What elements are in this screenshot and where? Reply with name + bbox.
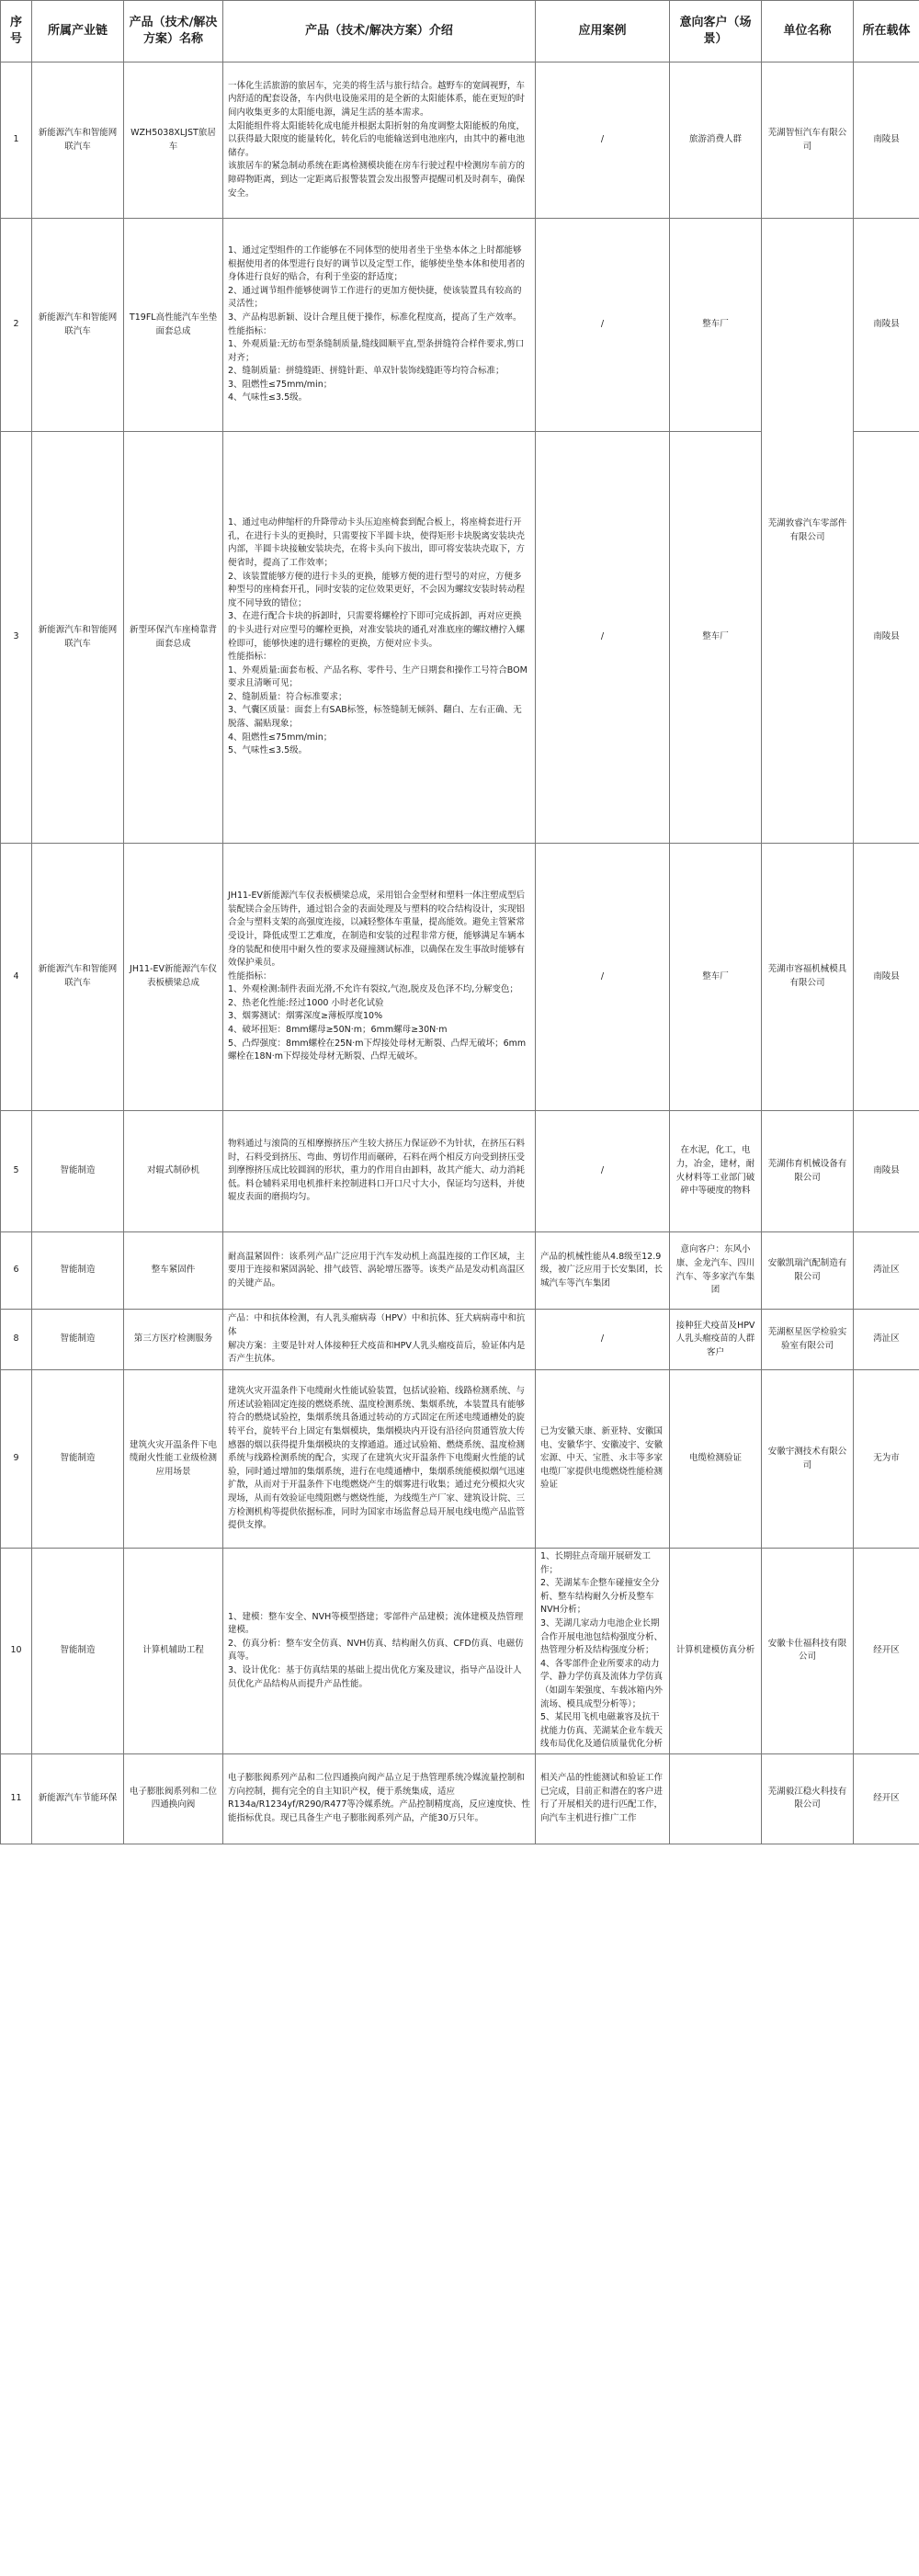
application-case xyxy=(536,1549,670,1754)
row-number: 11 xyxy=(1,1753,32,1844)
application-case xyxy=(536,844,670,1111)
row-number: 10 xyxy=(1,1549,32,1754)
unit-name: 芜湖市容福机械模具有限公司 xyxy=(762,844,854,1111)
target-customer: 接种狂犬疫苗及HPV人乳头瘤疫苗的人群客户 xyxy=(670,1310,762,1370)
unit-name: 芜湖伟育机械设备有限公司 xyxy=(762,1111,854,1232)
intro-paragraph: 4、阻燃性≤75mm/min； xyxy=(228,732,333,743)
case-paragraph: / xyxy=(600,134,605,145)
intro-paragraph: 3、烟雾测试：烟雾深度≥薄板厚度10% xyxy=(228,1011,383,1022)
row-number: 4 xyxy=(1,844,32,1111)
product-intro xyxy=(223,844,536,1111)
unit-name: 芜湖敦睿汽车零部件有限公司 xyxy=(762,219,854,844)
row-number: 6 xyxy=(1,1232,32,1310)
industry-chain: 新能源汽车和智能网联汽车 xyxy=(32,62,124,219)
product-intro xyxy=(223,219,536,432)
intro-paragraph: 3、在进行配合卡块的拆卸时，只需要将螺栓拧下即可完成拆卸，再对应更换的卡头进行对应型号的螺栓更换，对准安装块的通孔对准底座的螺纹槽拧入螺栓即可，能够快速的进行螺栓的更换，方便对应卡头。 xyxy=(228,611,526,649)
case-paragraph: 3、芜湖几家动力电池企业长期合作开展电池包结构强度分析、热管理分析及结构强度分析； xyxy=(540,1617,664,1656)
intro-paragraph: 产品：中和抗体检测，有人乳头瘤病毒（HPV）中和抗体、狂犬病病毒中和抗体 xyxy=(228,1313,526,1337)
intro-paragraph: 性能指标： xyxy=(228,652,272,663)
table-row xyxy=(1,219,919,432)
product-name: WZH5038XLJST旅居车 xyxy=(124,62,223,219)
row-number: 2 xyxy=(1,219,32,432)
intro-paragraph: 3、设计优化：基于仿真结果的基础上提出优化方案及建议，指导产品设计人员优化产品结构从而提升产品性能。 xyxy=(228,1665,522,1689)
case-paragraph: / xyxy=(600,970,605,982)
carrier: 经开区 xyxy=(854,1549,919,1754)
header-unit: 单位名称 xyxy=(762,1,854,62)
industry-chain: 智能制造 xyxy=(32,1232,124,1310)
header-no: 序号 xyxy=(1,1,32,62)
product-intro xyxy=(223,1232,536,1310)
industry-chain: 新能源汽车和智能网联汽车 xyxy=(32,432,124,844)
intro-paragraph: 该旅居车的紧急制动系统在距离检测模块能在房车行驶过程中检测房车前方的障碍物距离，到达一定距离后报警装置会发出报警声提醒司机及时刹车，确保安全。 xyxy=(228,161,526,199)
carrier: 无为市 xyxy=(854,1370,919,1549)
case-paragraph: 4、各零部件企业所要求的动力学、静力学仿真及流体力学仿真（如副车架强度、车载冰箱内外流场、模具成型分析等）； xyxy=(540,1658,664,1709)
unit-name: 安徽凯瑞汽配制造有限公司 xyxy=(762,1232,854,1310)
intro-paragraph: 2、热老化性能:经过1000 小时老化试验 xyxy=(228,997,384,1008)
target-customer: 电缆检测验证 xyxy=(670,1370,762,1549)
carrier: 湾沚区 xyxy=(854,1232,919,1310)
intro-paragraph: JH11-EV新能源汽车仪表板横梁总成，采用铝合金型材和塑料一体注塑成型后装配镁合金压铸件，通过铝合金的表面处理及与塑料的咬合结构设计，实现铝合金与塑料支架的高强度连接，以减轻整体车重量，提高能效。避免主管紧常受设计，降低成型工艺难度，在制造和安装的过程非常方便，能够满足车辆本身的装配和使用中耐久性的要求及碰撞测试标准，以确保在发生事故时能够有效保护乘员。 xyxy=(228,891,526,969)
intro-paragraph: 2、该装置能够方便的进行卡头的更换，能够方便的进行型号的对应，方便多种型号的座椅套开孔，同时安装的定位效果更好，不会因为螺纹安装时转动程度不同导致的错位； xyxy=(228,571,526,608)
industry-chain: 新能源汽车和智能网联汽车 xyxy=(32,219,124,432)
application-case xyxy=(536,1310,670,1370)
intro-paragraph: 1、外观质量:无纺布型条缝制质量,缝线圆顺平直,型条拼缝符合样件要求,剪口对齐； xyxy=(228,339,525,363)
application-case xyxy=(536,1111,670,1232)
unit-name: 芜湖枢星医学检验实验室有限公司 xyxy=(762,1310,854,1370)
product-name: 整车紧固件 xyxy=(124,1232,223,1310)
target-customer: 在水泥，化工，电力，冶金，建材，耐火材料等工业部门破碎中等硬度的物料 xyxy=(670,1111,762,1232)
product-name: T19FL高性能汽车坐垫面套总成 xyxy=(124,219,223,432)
table-row xyxy=(1,1310,919,1370)
intro-paragraph: 2、仿真分析：整车安全仿真、NVH仿真、结构耐久仿真、CFD仿真、电磁仿真等。 xyxy=(228,1638,524,1662)
table-row xyxy=(1,1370,919,1549)
unit-name: 芜湖毅江稳火科技有限公司 xyxy=(762,1753,854,1844)
case-paragraph: 已为安徽天康、新亚特、安徽国电、安徽华宇、安徽凌宇、安徽宏源、中天、宝胜、永丰等多家电缆厂家提供电缆燃烧性能检测验证 xyxy=(540,1426,664,1491)
target-customer: 意向客户：东风小康、金龙汽车、四川汽车、等多家汽车集团 xyxy=(670,1232,762,1310)
product-name: 对辊式制砂机 xyxy=(124,1111,223,1232)
target-customer: 计算机建模仿真分析 xyxy=(670,1549,762,1754)
header-product: 产品（技术/解决方案）名称 xyxy=(124,1,223,62)
intro-paragraph: 物料通过与滚筒的互相摩擦挤压产生较大挤压力保证砂不为针状，在挤压石料时，石料受到挤压、弯曲、剪切作用而碾碎，石料在两个相反方向受到挤压受到摩擦挤压成比较圆润的形状，重力的作用自由卸料，故其产能大、动力消耗低。料仓辅料采用电机推杆来控制进料口开口尺寸大小，保证均匀送料，并使辊皮表面的磨损均匀。 xyxy=(228,1139,526,1203)
row-number: 1 xyxy=(1,62,32,219)
intro-paragraph: 3、气囊区质量：面套上有SAB标签，标签缝制无倾斜、翻白、左右正确、无脱落、漏贴现象； xyxy=(228,705,522,730)
intro-paragraph: 4、破坏扭矩：8mm螺母≥50N·m；6mm螺母≥30N·m xyxy=(228,1025,448,1036)
carrier: 湾沚区 xyxy=(854,1310,919,1370)
table-row xyxy=(1,62,919,219)
table-row xyxy=(1,1753,919,1844)
intro-paragraph: 太阳能组件将太阳能转化成电能并根据太阳折射的角度调整太阳能板的角度，以获得最大限度的能量转化，转化后的电能输送到电池座内，由其中的蓄电池储存。 xyxy=(228,120,526,158)
target-customer xyxy=(670,1753,762,1844)
row-number: 3 xyxy=(1,432,32,844)
header-chain: 所属产业链 xyxy=(32,1,124,62)
intro-paragraph: 建筑火灾开温条件下电缆耐火性能试验装置，包括试验箱、线路检测系统、与所述试验箱固定连接的燃烧系统、温度检测系统、集烟系统，本装置具有能够符合的燃烧试验控，集烟系统具备通过转动的方式固定在所述电缆通槽处的旋转平台，旋转平台上固定有集烟模块，集烟模块内开设有沿径向贯通管放大传感器的烟以获得提升集烟模块的支撑通道。通过试验箱、燃烧系统、温度检测系统与线路检测系统的配合，实现了在建筑火灾开温条件下电缆耐火性能的试验，同时通过增加的集烟系统，进行在电缆通槽中，集烟系统能模拟烟气迅速扩散，从而对于开温条件下电缆燃烧产生的烟雾进行收集；通过充分模拟火灾现场，从而有效验证电缆阻燃与燃烧性能，为线缆生产厂家、建筑设计院、三方检测机构等提供依据标准，同时为国家市场监督总局开展电线电缆产品监管提供支撑。 xyxy=(228,1386,526,1531)
case-paragraph: 1、长期驻点奇瑞开展研发工作； xyxy=(540,1551,652,1575)
carrier: 南陵县 xyxy=(854,844,919,1111)
unit-name: 芜湖智恒汽车有限公司 xyxy=(762,62,854,219)
case-paragraph: / xyxy=(600,319,605,330)
target-customer: 整车厂 xyxy=(670,844,762,1111)
case-paragraph: / xyxy=(600,1165,605,1176)
product-intro xyxy=(223,1549,536,1754)
unit-name: 安徽宇测技术有限公司 xyxy=(762,1370,854,1549)
product-name: JH11-EV新能源汽车仪表板横梁总成 xyxy=(124,844,223,1111)
case-paragraph: / xyxy=(600,631,605,642)
header-row xyxy=(1,1,919,62)
case-paragraph: 2、芜湖某车企整车碰撞安全分析、整车结构耐久分析及整车NVH分析； xyxy=(540,1578,660,1616)
intro-paragraph: 1、外观检测:制件表面光滑,不允许有裂纹,气泡,脱皮及色泽不均,分解变色； xyxy=(228,984,518,995)
intro-paragraph: 1、外观质量:面套布板、产品名称、零件号、生产日期套和操作工号符合BOM要求且清晰可见； xyxy=(228,664,528,689)
table-row xyxy=(1,1549,919,1754)
industry-chain: 智能制造 xyxy=(32,1370,124,1549)
carrier: 经开区 xyxy=(854,1753,919,1844)
target-customer: 整车厂 xyxy=(670,432,762,844)
intro-paragraph: 3、阻燃性≤75mm/min； xyxy=(228,379,333,390)
intro-paragraph: 1、通过定型组件的工作能够在不同体型的使用者坐于坐垫本体之上时都能够根据使用者的体型进行良好的调节以及定型工作，能够使坐垫本体和使用者的身体进行良好的贴合，有利于坐姿的舒适度； xyxy=(228,244,526,283)
target-customer: 旅游消费人群 xyxy=(670,62,762,219)
table-row xyxy=(1,1111,919,1232)
intro-paragraph: 1、建模：整车安全、NVH等模型搭建；零部件产品建模；流体建模及热管理建模。 xyxy=(228,1611,524,1636)
product-intro xyxy=(223,1111,536,1232)
header-carrier: 所在载体 xyxy=(854,1,919,62)
table-row xyxy=(1,844,919,1111)
header-case: 应用案例 xyxy=(536,1,670,62)
row-number: 5 xyxy=(1,1111,32,1232)
intro-paragraph: 2、缝制质量：拼缝缝距、拼缝针距、单双针装饰线缝距等均符合标准； xyxy=(228,366,505,377)
product-intro xyxy=(223,1753,536,1844)
product-intro xyxy=(223,432,536,844)
product-intro xyxy=(223,62,536,219)
application-case xyxy=(536,432,670,844)
industry-chain: 新能源汽车和智能网联汽车 xyxy=(32,844,124,1111)
product-intro xyxy=(223,1370,536,1549)
case-paragraph: / xyxy=(600,1333,605,1345)
product-name: 新型环保汽车座椅靠背面套总成 xyxy=(124,432,223,844)
intro-paragraph: 一体化生活旅游的旅居车，完美的将生活与旅行结合。越野车的宽阔视野，车内舒适的配套设备，车内供电设施采用的是全新的太阳能体系，能在更短的时间内收集更多的太阳能电源，满足生活的基本需求。 xyxy=(228,80,526,119)
industry-chain: 智能制造 xyxy=(32,1549,124,1754)
intro-paragraph: 4、气味性≤3.5级。 xyxy=(228,392,308,403)
intro-paragraph: 5、气味性≤3.5级。 xyxy=(228,745,308,756)
case-paragraph: 5、某民用飞机电磁兼容及抗干扰能力仿真、芜湖某企业车载天线布局优化及通信质量优化分析 xyxy=(540,1712,664,1750)
intro-paragraph: 1、通过电动伸缩杆的升降带动卡头压迫座椅套到配合板上，将座椅套进行开孔，在进行卡头的更换时，只需要按下半圆卡块，使得矩形卡块脱离安装块壳内部，半圆卡块接触安装块壳，在将卡头向下拔出，即可将安装块壳取下，方便省时，提高了工作效率； xyxy=(228,517,526,568)
application-case xyxy=(536,62,670,219)
row-number: 9 xyxy=(1,1370,32,1549)
application-case xyxy=(536,1370,670,1549)
carrier: 南陵县 xyxy=(854,62,919,219)
carrier: 南陵县 xyxy=(854,432,919,844)
intro-paragraph: 电子膨胀阀系列产品和二位四通换向阀产品立足于热管理系统冷媒流量控制和方向控制，拥有完全的自主知识产权，便于系统集成，适应R134a/R1234yf/R290/R477等冷媒系统。产品控制精度高，反应速度快、性能指标优良。现已具备生产电子膨胀阀系列产品，产能30万只年。 xyxy=(228,1773,530,1823)
table-row xyxy=(1,1232,919,1310)
intro-paragraph: 3、产品构思新颖、设计合理且便于操作，标准化程度高，提高了生产效率。 xyxy=(228,312,522,323)
header-customer: 意向客户（场景） xyxy=(670,1,762,62)
application-case xyxy=(536,219,670,432)
carrier: 南陵县 xyxy=(854,219,919,432)
application-case xyxy=(536,1753,670,1844)
intro-paragraph: 2、通过调节组件能够使调节工作进行的更加方便快捷，使该装置具有较高的灵活性； xyxy=(228,285,522,310)
header-intro: 产品（技术/解决方案）介绍 xyxy=(223,1,536,62)
carrier: 南陵县 xyxy=(854,1111,919,1232)
intro-paragraph: 性能指标： xyxy=(228,970,272,982)
intro-paragraph: 性能指标： xyxy=(228,325,272,336)
application-case xyxy=(536,1232,670,1310)
industry-chain: 新能源汽车节能环保 xyxy=(32,1753,124,1844)
product-name: 计算机辅助工程 xyxy=(124,1549,223,1754)
case-paragraph: 相关产品的性能测试和验证工作已完成，目前正和潜在的客户进行了开展相关的进行匹配工作，向汽车主机进行推广工作 xyxy=(540,1773,664,1823)
product-name: 建筑火灾开温条件下电缆耐火性能工业级检测应用场景 xyxy=(124,1370,223,1549)
intro-paragraph: 2、缝制质量：符合标准要求； xyxy=(228,691,347,702)
product-name: 第三方医疗检测服务 xyxy=(124,1310,223,1370)
product-name: 电子膨胀阀系列和二位四通换向阀 xyxy=(124,1753,223,1844)
intro-paragraph: 5、凸焊强度：8mm螺栓在25N·m下焊接处母材无断裂、凸焊无破坏；6mm螺栓在18N·m下焊接处母材无断裂、凸焊无破坏。 xyxy=(228,1038,527,1062)
product-intro xyxy=(223,1310,536,1370)
case-paragraph: 产品的机械性能从4.8级至12.9级，被广泛应用于长安集团，长城汽车等汽车集团 xyxy=(540,1251,664,1288)
industry-chain: 智能制造 xyxy=(32,1111,124,1232)
target-customer: 整车厂 xyxy=(670,219,762,432)
row-number: 8 xyxy=(1,1310,32,1370)
industry-chain: 智能制造 xyxy=(32,1310,124,1370)
intro-paragraph: 耐高温紧固件：该系列产品广泛应用于汽车发动机上高温连接的工作区域，主要用于连接和紧固涡轮、排气歧管、涡轮增压器等。该类产品是发动机高温区的关键产品。 xyxy=(228,1251,526,1288)
intro-paragraph: 解决方案：主要是针对人体接种狂犬疫苗和HPV人乳头瘤疫苗后，验证体内是否产生抗体。 xyxy=(228,1340,526,1365)
unit-name: 安徽卡仕福科技有限公司 xyxy=(762,1549,854,1754)
